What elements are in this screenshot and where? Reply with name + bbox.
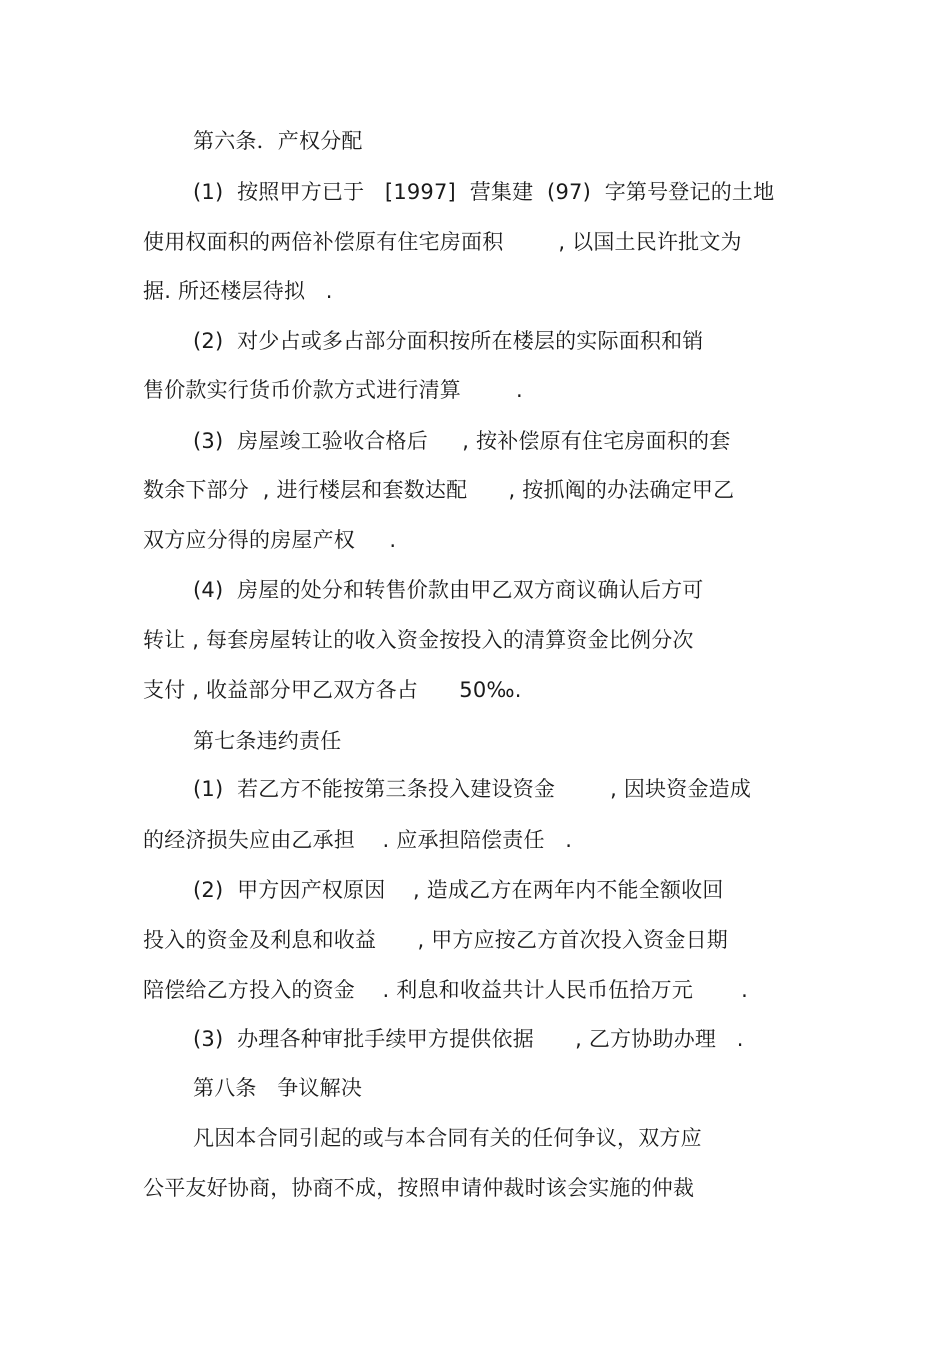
- article-6-clause-1-line-3: 据. 所还楼层待拟 .: [143, 279, 333, 303]
- article-6-clause-1-line-2: 使用权面积的两倍补偿原有住宅房面积 , 以国土民许批文为: [143, 230, 742, 254]
- article-6-clause-1-line-1: (1) 按照甲方已于 [1997] 营集建 (97) 字第号登记的土地: [193, 180, 775, 204]
- article-6-clause-2-line-2: 售价款实行货币价款方式进行清算 .: [143, 378, 523, 402]
- article-6-clause-4-line-2: 转让 , 每套房屋转让的收入资金按投入的清算资金比例分次: [143, 628, 694, 652]
- article-7-clause-2-line-1: (2) 甲方因产权原因 , 造成乙方在两年内不能全额收回: [193, 878, 724, 902]
- article-6-clause-4-line-1: (4) 房屋的处分和转售价款由甲乙双方商议确认后方可: [193, 578, 704, 602]
- article-6-clause-2-line-1: (2) 对少占或多占部分面积按所在楼层的实际面积和销: [193, 329, 704, 353]
- article-7-clause-2-line-2: 投入的资金及利息和收益 , 甲方应按乙方首次投入资金日期: [143, 928, 728, 952]
- article-7-heading: 第七条违约责任: [193, 729, 342, 753]
- article-8-heading: 第八条 争议解决: [193, 1076, 363, 1100]
- article-6-heading: 第六条．产权分配: [193, 129, 363, 153]
- article-6-clause-4-line-3: 支付 , 收益部分甲乙双方各占 50‰.: [143, 678, 522, 702]
- article-6-clause-3-line-2: 数余下部分 , 进行楼层和套数达配 , 按抓阄的办法确定甲乙: [143, 478, 735, 502]
- article-8-paragraph-line-2: 公平友好协商，协商不成，按照申请仲裁时该会实施的仲裁: [143, 1176, 695, 1200]
- article-7-clause-3: (3) 办理各种审批手续甲方提供依据 , 乙方协助办理 .: [193, 1027, 744, 1051]
- article-8-paragraph-line-1: 凡因本合同引起的或与本合同有关的任何争议，双方应: [193, 1126, 702, 1150]
- article-7-clause-1-line-2: 的经济损失应由乙承担 . 应承担陪偿责任 .: [143, 828, 573, 852]
- article-6-clause-3-line-3: 双方应分得的房屋产权 .: [143, 528, 397, 552]
- article-6-clause-3-line-1: (3) 房屋竣工验收合格后 , 按补偿原有住宅房面积的套: [193, 429, 731, 453]
- article-7-clause-2-line-3: 陪偿给乙方投入的资金 . 利息和收益共计人民币伍拾万元 .: [143, 978, 749, 1002]
- article-7-clause-1-line-1: (1) 若乙方不能按第三条投入建设资金 , 因块资金造成: [193, 777, 752, 801]
